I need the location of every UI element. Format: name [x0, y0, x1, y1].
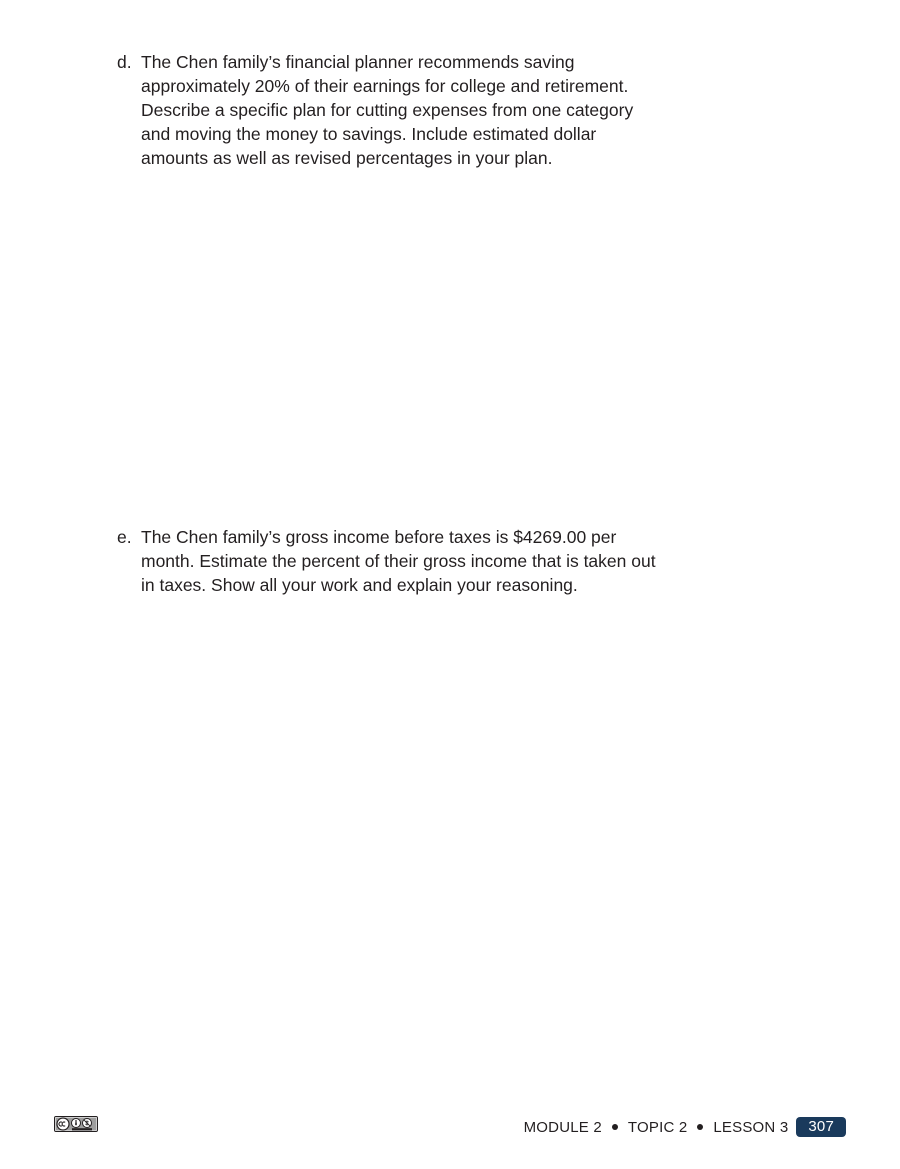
bullet-separator-icon [612, 1124, 618, 1130]
question-e [117, 525, 657, 597]
question-text: The Chen family’s gross income before taxes is $4269.00 per month. Estimate the percent of their gross income that is taken out in taxes. Show all your work and explain your reasoning. [141, 527, 656, 595]
question-text: The Chen family’s financial planner recommends saving approximately 20% of their earnings for college and retirement. Describe a specific plan for cutting expenses from one category and moving the money to savings. Include estimated dollar amounts as well as revised percentages in your plan. [141, 52, 634, 168]
question-letter: e. [117, 527, 132, 547]
creative-commons-by-nc-icon [54, 1116, 98, 1132]
page-number-badge: 307 [796, 1117, 846, 1137]
topic-label: TOPIC 2 [627, 1118, 688, 1136]
lesson-label: LESSON 3 [713, 1118, 789, 1136]
question-letter: d. [117, 52, 132, 72]
page-footer [524, 1117, 846, 1137]
module-label: MODULE 2 [523, 1118, 602, 1136]
bullet-separator-icon [697, 1124, 703, 1130]
question-d [117, 50, 657, 170]
